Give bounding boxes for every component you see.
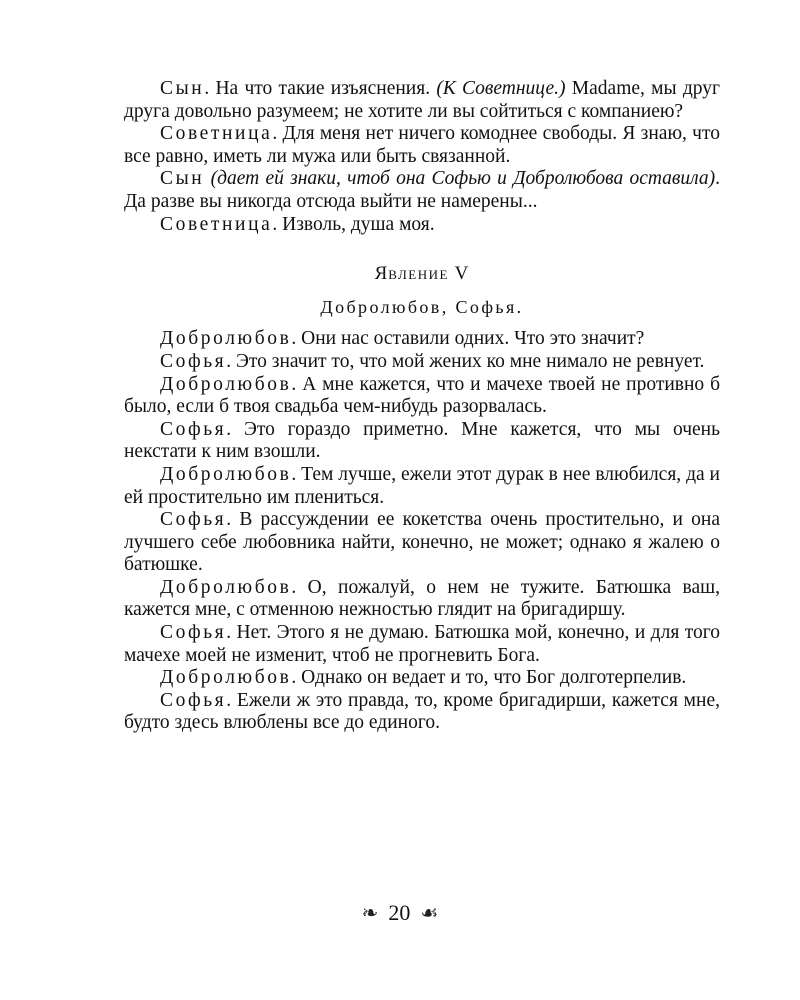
dialogue-text: . В рассуждении ее кокетства очень простительно, и она лучшего себе любовника найти, конечно, не может; однако я жалею о батюшке. <box>124 509 720 576</box>
dialogue-text: . Они нас оставили одних. Что это значит? <box>291 328 645 350</box>
dialogue-text: . На что такие изъяснения. <box>204 78 437 99</box>
dialogue-paragraph <box>124 667 720 690</box>
stage-direction: (К Советнице.) <box>436 78 566 99</box>
dialogue-text: . Это гораздо приметно. Мне кажется, что мы очень некстати к ним взошли. <box>124 418 720 463</box>
speaker-name: Софья <box>160 622 227 644</box>
page-number: 20 <box>388 899 411 925</box>
dialogue-text: . О, пожалуй, о нем не тужите. Батюшка ваш, кажется мне, с отменною нежностью глядит на бригадиршу. <box>124 576 720 621</box>
dialogue-text: . Для меня нет ничего комоднее свободы. Я знаю, что все равно, иметь ли мужа или быть связанной. <box>124 123 720 167</box>
left-ornament-icon: ❧ <box>361 902 379 925</box>
scene-heading-initial: Я <box>374 263 389 285</box>
dialogue-paragraph <box>124 328 720 351</box>
speaker-name: Добролюбов <box>160 373 292 395</box>
dialogue-text: . А мне кажется, что и мачехе твоей не противно б было, если б твоя свадьба чем-нибудь разорвалась. <box>124 373 720 418</box>
speaker-name: Советница <box>160 123 273 145</box>
dialogue-text: . Изволь, душа моя. <box>272 213 435 235</box>
right-ornament-icon: ☙ <box>420 902 439 925</box>
dialogue-paragraph <box>124 78 720 123</box>
text-block <box>124 78 720 735</box>
speaker-name: Софья <box>160 509 227 531</box>
page-footer <box>0 898 800 926</box>
scene-cast: Добролюбов, Софья. <box>320 296 524 317</box>
dialogue-paragraph <box>124 690 720 735</box>
speaker-name: Софья <box>160 418 227 440</box>
speaker-name: Софья <box>160 350 227 372</box>
speaker-name: Добролюбов <box>160 576 292 598</box>
dialogue-text: Madame, мы друг друга довольно разумеем; не хотите ли вы сойтиться с компаниею? <box>124 78 720 122</box>
dialogue-text: . Тем лучше, ежели этот дурак в нее влюбился, да и ей простительно им плениться. <box>124 463 720 508</box>
dialogue-paragraph <box>124 622 720 667</box>
dialogue-paragraph <box>124 374 720 419</box>
dialogue-block-1 <box>124 78 720 236</box>
speaker-name: Сын <box>160 168 205 190</box>
dialogue-paragraph <box>124 351 720 374</box>
speaker-name: Сын <box>160 78 205 99</box>
dialogue-paragraph <box>124 123 720 168</box>
stage-direction: (дает ей знаки, чтоб она Софью и Добролюбова оставила) <box>210 168 716 190</box>
dialogue-paragraph <box>124 419 720 464</box>
speaker-name: Советница <box>160 213 273 235</box>
dialogue-paragraph <box>124 214 720 237</box>
dialogue-paragraph <box>124 464 720 509</box>
speaker-name: Софья <box>160 689 227 711</box>
dialogue-paragraph <box>124 168 720 213</box>
speaker-name: Добролюбов <box>160 328 292 350</box>
speaker-name: Добролюбов <box>160 667 292 689</box>
dialogue-paragraph <box>124 509 720 577</box>
dialogue-paragraph <box>124 577 720 622</box>
dialogue-text: . Это значит то, что мой жених ко мне нимало не ревнует. <box>226 350 705 372</box>
dialogue-text: . Однако он ведает и то, что Бог долготерпелив. <box>291 667 687 689</box>
dialogue-text: . Нет. Этого я не думаю. Батюшка мой, конечно, и для того мачехе моей не изменит, чтоб не прогневить Бога. <box>124 622 720 666</box>
scene-number: V <box>454 263 470 285</box>
dialogue-text: . Да разве вы никогда отсюда выйти не намерены... <box>124 168 721 212</box>
scene-heading <box>124 263 720 286</box>
speaker-name: Добролюбов <box>160 463 292 485</box>
dialogue-block-2 <box>124 328 720 735</box>
dialogue-text: . Ежели ж это правда, то, кроме бригадирши, кажется мне, будто здесь влюблены все до единого. <box>124 689 720 734</box>
scene-heading-word: вление <box>388 263 449 285</box>
